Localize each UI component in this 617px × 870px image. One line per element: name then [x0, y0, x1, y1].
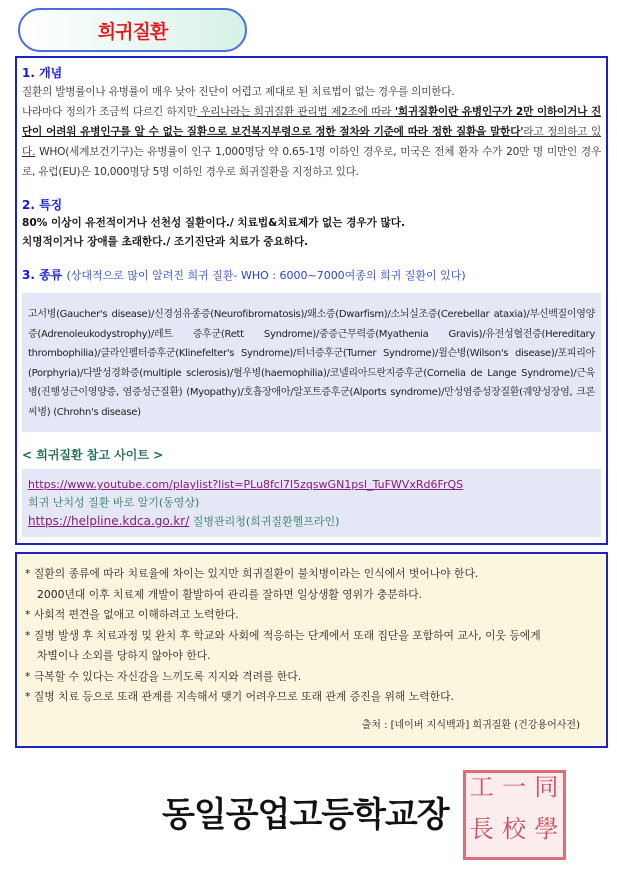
page-title: 희귀질환: [97, 20, 168, 43]
note-item: * 질병 발생 후 치료과정 및 완치 후 학교와 사회에 적응하는 단계에서 또래 집단을 포함하여 교사, 이웃 등에게: [25, 628, 541, 642]
section2-heading: 2. 특징: [22, 198, 63, 212]
note-item: * 질병 치료 등으로 또래 관계를 지속해서 맺기 어려우므로 또래 관계 증진을 위해 노력한다.: [25, 690, 454, 703]
school-name: 동일공업고등학교장: [162, 795, 449, 835]
note-continuation: 2000년대 이후 치료제 개발이 활발하여 관리를 잘하면 일상생활 영위가 충분하다.: [37, 587, 423, 601]
notes-box: [15, 552, 608, 748]
helpline-link[interactable]: https://helpline.kdca.go.kr/: [28, 514, 190, 528]
disease-list: 고서병(Gaucher's disease)/신경섬유종증(Neurofibromatosis)/왜소증(Dwarfism)/소뇌실조증(Cerebellar ataxia)/부신백질이영양증(Adrenoleukodystrophy)/레트 증후군(Rett Syndrome)/중증근무력증(Myathenia Gravis)/유전성혈전증(Hereditary thrombophilia)/클라인펠터증후군(Klinefelter's Syndrome)/터너증후군(Turner Syndrome)/윌슨병(Wilson's disease)/포피리아(Porphyria)/다발성경화증(multiple sclerosis)/혈우병(haemophilia)/코넬리아드란지증후군(Cornelia de Lange Syndrome)/근육병(진행성근이영양증, 염증성근질환) (Myopathy)/호흡장애아/알포트증후군(Alports syndrome)/만성염증성장질환(궤양성장염, 크론씨병) (Chrohn's disease): [22, 293, 601, 432]
note-item: * 질환의 종류에 따라 치료율에 차이는 있지만 희귀질환이 불치병이라는 인식에서 벗어나야 한다.: [25, 567, 479, 580]
section2-line: 치명적이거나 장애를 초래한다./ 조기진단과 치료가 중요하다.: [22, 236, 309, 248]
section3-heading: 3. 종류 (상대적으로 많이 알려진 희귀 질환- WHO : 6000~7000여종의 희귀 질환이 있다): [22, 268, 466, 282]
youtube-desc: 희귀 난치성 질환 바로 알기(동영상): [28, 496, 200, 509]
sites-box: [22, 469, 601, 537]
info-box: [15, 56, 608, 545]
sites-heading: < 희귀질환 참고 사이트 >: [22, 448, 164, 462]
source-citation: 출처 : [네이버 지식백과] 희귀질환 (건강용어사전): [361, 719, 580, 731]
section1-heading: 1. 개념: [22, 66, 63, 80]
youtube-link[interactable]: https://www.youtube.com/playlist?list=PLu8fcl7l5zqswGN1psl_TuFWVxRd6FrQS: [28, 478, 464, 491]
note-item: * 극복할 수 있다는 자신감을 느끼도록 지지와 격려를 한다.: [25, 669, 302, 683]
note-continuation: 차별이나 소외를 당하지 않아야 한다.: [37, 649, 211, 662]
title-banner: [18, 8, 247, 52]
section2-line: 80% 이상이 유전적이거나 선천성 질환이다./ 치료법&치료제가 없는 경우가 많다.: [22, 217, 406, 229]
helpline-desc: 질병관리청(희귀질환헬프라인): [192, 515, 340, 528]
official-seal: 工 一 同 長 校 學: [463, 770, 566, 860]
note-item: * 사회적 편견을 없애고 이해하려고 노력한다.: [25, 608, 239, 621]
section1-body: 질환의 발병률이나 유병률이 매우 낮아 진단이 어렵고 제대로 된 치료법이 없는 경우를 의미한다. 나라마다 정의가 조금씩 다르긴 하지만 우리나라는 희귀질환 관리법 제2조에 따라 '희귀질환이란 유병인구가 2만 이하이거나 진단이 어려워 유병인구를 알 수 없는 질환으로 보건복지부령으로 정한 절차와 기준에 따라 정한 질환을 말한다'라고 정의하고 있다. WHO(세계보건기구)는 유병률이 인구 1,000명당 약 0.65-1명 이하인 경우로, 미국은 전체 환자 수가 20만 명 미만인 경우로, 유럽(EU)은 10,000명당 5명 이하인 경우로 희귀질환을 지정하고 있다.: [22, 86, 601, 178]
